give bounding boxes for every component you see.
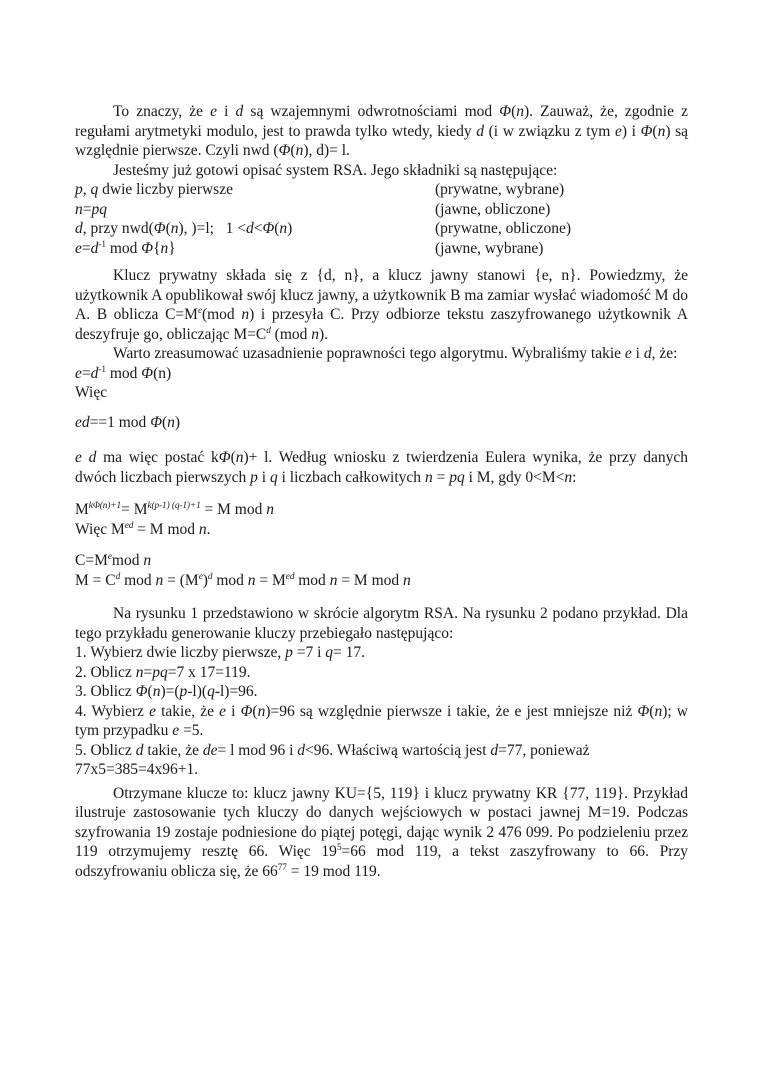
key-component-term: $e=d^{-1}$ mod Φ{n}	[75, 239, 176, 257]
formula-line: ed==1 mod Φ(n)	[75, 413, 181, 431]
formula-line: $M^{k\Phi(n)+1}= M^{k(p-1) (q-1)+1} = M$ mod n	[75, 500, 274, 518]
numbered-step: 3. Oblicz Φ(n)=(p-l)(q-l)=96.	[75, 683, 258, 700]
spacer	[75, 487, 688, 500]
key-component-attributes: (prywatne, obliczone)	[435, 220, 571, 237]
formula-line: $M = C^d$ mod $n = (M^e)^d$ mod $n = M^{ed}$ mod n = M mod n	[75, 571, 411, 589]
numbered-step: 77x5=385=4x96+1.	[75, 761, 199, 778]
document-page-content	[75, 102, 688, 881]
correctness-intro: Warto zreasumować uzasadnienie poprawności tego algorytmu. Wybraliśmy takie e i d, że:	[113, 345, 678, 362]
rsa-components-intro: Jesteśmy już gotowi opisać system RSA. Jego składniki są następujące:	[113, 161, 558, 179]
spacer	[75, 590, 688, 604]
numbered-step: 4. Wybierz e takie, że e i Φ(n)=96 są względnie pierwsze i takie, że e jest mniejsze niż Φ(n); w tym przypadku e =5.	[75, 702, 688, 739]
key-component-row	[75, 239, 688, 259]
key-component-attributes: (prywatne, wybrane)	[435, 181, 565, 198]
spacer	[75, 432, 688, 448]
formula-line: $e=d^{-1}$ mod Φ(n)	[75, 364, 172, 382]
formula-line: Więc $M^{ed} = M$ mod n.	[75, 520, 211, 538]
euler-paragraph: e d ma więc postać kΦ(n)+ l. Według wniosku z twierdzenia Eulera wynika, że przy danych dwóch liczbach pierwszych p i q i liczbach całkowitych n = pq i M, gdy 0<M<n:	[75, 449, 688, 486]
key-component-row	[75, 219, 688, 239]
example-intro-paragraph: Na rysunku 1 przedstawiono w skrócie algorytm RSA. Na rysunku 2 podano przykład. Dla tego przykładu generowanie kluczy przebiegało następująco:	[75, 605, 688, 642]
numbered-step: 1. Wybierz dwie liczby pierwsze, p =7 i q= 17.	[75, 644, 366, 661]
spacer	[75, 403, 688, 413]
formula-line: $C=M^emod$ n	[75, 551, 152, 569]
key-component-row	[75, 180, 688, 200]
formula-line: Więc	[75, 384, 108, 401]
key-component-term: d, przy nwd(Φ(n), )=l; 1 <d<Φ(n)	[75, 220, 293, 237]
key-component-row	[75, 200, 688, 220]
spacer	[75, 539, 688, 551]
keys-usage-paragraph: Klucz prywatny składa się z {d, n}, a klucz jawny stanowi {e, n}. Powiedzmy, że użytkownik A opublikował swój klucz jawny, a użytkownik B ma zamiar wysłać wiadomość M do A. B oblicza $C=M^e(mod$ n) i przesyła C. Przy odbiorze tekstu zaszyfrowanego użytkownik A deszyfruje go, obliczając $M=C^d$ (mod n).	[75, 267, 688, 343]
numbered-step: 5. Oblicz d takie, że de= l mod 96 i d<96. Właściwą wartością jest d=77, ponieważ	[75, 741, 590, 759]
key-component-term: p, q dwie liczby pierwsze	[75, 181, 233, 198]
key-component-attributes: (jawne, wybrane)	[435, 239, 544, 257]
intro-paragraph: To znaczy, że e i d są wzajemnymi odwrotnościami mod Φ(n). Zauważ, że, zgodnie z regułami arytmetyki modulo, jest to prawda tylko wtedy, kiedy d (i w związku z tym e) i Φ(n) są względnie pierwsze. Czyli nwd (Φ(n), d)= l.	[75, 103, 689, 159]
key-component-term: n=pq	[75, 200, 107, 218]
spacer	[75, 258, 688, 266]
numbered-step: 2. Oblicz n=pq=7 x 17=119.	[75, 663, 251, 681]
result-paragraph: Otrzymane klucze to: klucz jawny KU={5, 119} i klucz prywatny KR {77, 119}. Przykład ilustruje zastosowanie tych kluczy do danych wejściowych w postaci jawnej M=19. Podczas szyfrowania 19 zostaje podniesione do piątej potęgi, dając wynik 2 476 099. Po podzieleniu przez 119 otrzymujemy resztę 66. Więc $19^5=66$ mod 119, a tekst zaszyfrowany to 66. Przy odszyfrowaniu oblicza się, że $66^{77} = 19$ mod 119.	[75, 784, 688, 880]
key-component-attributes: (jawne, obliczone)	[435, 200, 551, 218]
